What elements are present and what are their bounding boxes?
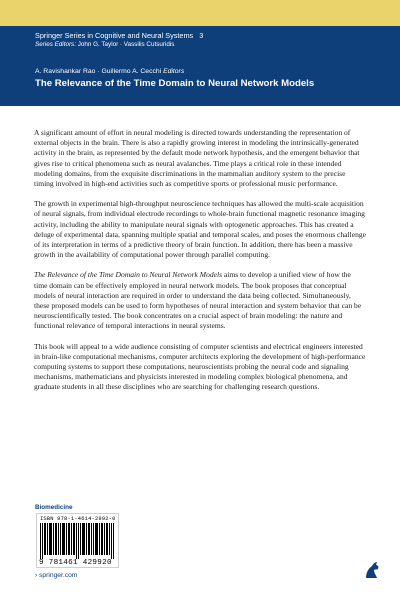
volume-editors-names: A. Ravishankar Rao · Guillermo A. Cecchi (35, 68, 162, 75)
series-editors-line (35, 41, 385, 49)
book-title: The Relevance of the Time Domain to Neural Network Models (35, 78, 315, 89)
blurb-book-title: The Relevance of the Time Domain to Neural Network Models (34, 270, 223, 280)
header-band (0, 0, 400, 106)
isbn-text: ISBN 978-1-4614-2992-0 (40, 516, 116, 522)
volume-editors-label: Editors (163, 68, 185, 75)
website-link[interactable]: › springer.com (35, 572, 78, 579)
subject-label: Biomedicine (35, 504, 73, 511)
barcode-box (36, 513, 119, 568)
blurb-paragraph-3 (34, 270, 366, 331)
series-name: Springer Series in Cognitive and Neural Systems (35, 31, 194, 40)
blurb-paragraph-2: The growth in experimental high-throughput neuroscience techniques has allowed the multi-scale acquisition of neural signals, from individual electrode recordings to whole-brain functional magnetic resonance imaging activity, including the ability to manipulate neural signals with optogenetic approaches. This has created a deluge of experimental data, spanning multiple spatial and temporal scales, and poses the enormous challenge of its interpretation in terms of a predictive theory of brain function. In addition, there has been a massive growth in the availability of computational power through parallel computing. (34, 199, 366, 260)
springer-horse-logo-icon (360, 558, 384, 582)
series-volume: 3 (199, 31, 204, 40)
blurb (34, 128, 366, 403)
blurb-paragraph-1: A significant amount of effort in neural modeling is directed towards understanding the representation of external objects in the brain. There is also a rapidly growing interest in modeling the intrinsically-generated activity in the brain, as represented by the default mode network hypothesis, and the emergent behavior that gives rise to critical phenomena such as neural avalanches. Time plays a critical role in these intended modeling domains, from the exquisite discriminations in the mammalian auditory system to the precise timing involved in high-end activities such as competitive sports or professional music performance. (34, 128, 360, 189)
barcode-icon (40, 523, 117, 559)
volume-editors-line (35, 67, 385, 76)
series-line (35, 31, 385, 40)
ean-text: 9 781461 429920 (39, 559, 112, 567)
series-editors-names: John G. Taylor · Vassilis Cutsuridis (77, 41, 175, 48)
series-editors-label: Series Editors: (35, 41, 76, 48)
blurb-paragraph-3-text: aims to develop a unified view of how the time domain can be effectively employed in neural network models. The book proposes that conceptual models of neural interaction are required in order to understand the data being collected. Simultaneously, these proposed models can be used to form hypotheses of neural interaction and system behavior that can be neuroscientifically tested. The book concentrates on a crucial aspect of brain modeling: the nature and functional relevance of temporal interactions in neural systems. (34, 270, 362, 331)
blurb-paragraph-4: This book will appeal to a wide audience consisting of computer scientists and electrical engineers interested in brain-like computational mechanisms, computer architects exploring the development of high-performance computing systems to support these computations, neuroscientists probing the neural code and signaling mechanisms, mathematicians and physicists interested in modeling complex biological phenomena, and graduate students in all these disciplines who are searching for challenging research questions. (34, 341, 366, 392)
top-color-strip (0, 0, 400, 26)
